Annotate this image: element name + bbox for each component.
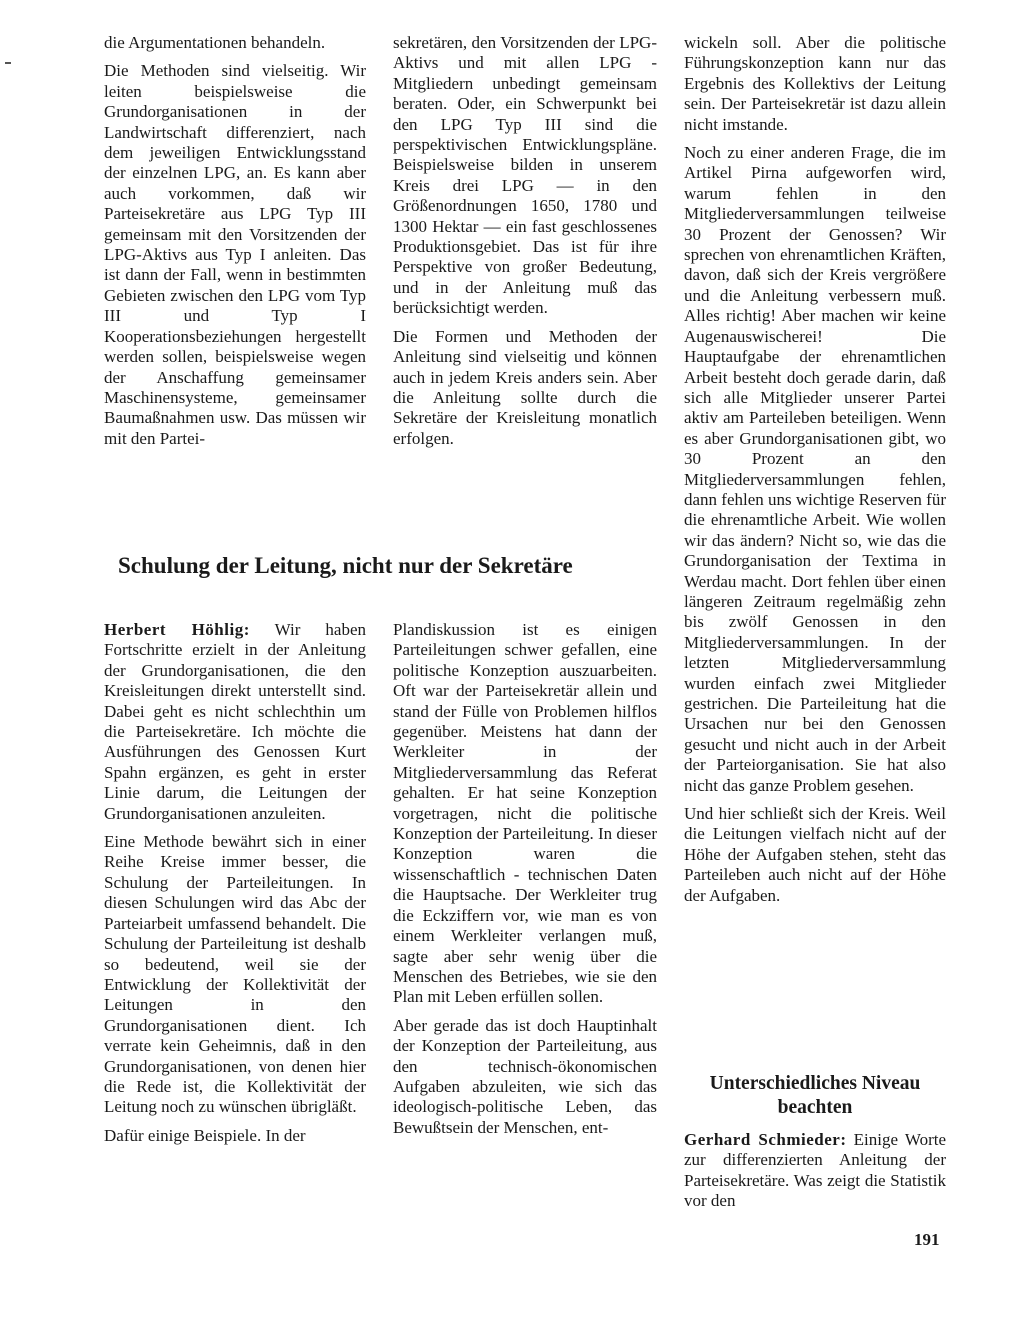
section2-column-3 — [684, 1130, 946, 1220]
subsection-heading-line: beachten — [777, 1097, 853, 1118]
subsection-heading — [684, 1072, 946, 1120]
section1-column-1 — [104, 620, 366, 1154]
paragraph-text: Einige Worte zur differenzierten Anleitung der Parteisekretäre. Was zeigt die Statistik vor den — [684, 1130, 947, 1211]
paragraph: Dafür einige Beispiele. In der — [104, 1125, 306, 1145]
speaker-name: Gerhard Schmieder: — [684, 1130, 847, 1149]
scan-mark — [5, 62, 11, 64]
paragraph: wickeln soll. Aber die politische Führungskonzeption kann nur das Ergebnis des Kollektivs der Leitung sein. Der Parteisekretär ist dazu allein nicht imstande. — [684, 33, 946, 134]
top-column-1 — [104, 33, 366, 457]
section1-column-2 — [393, 620, 657, 1146]
paragraph: Eine Methode bewährt sich in einer Reihe Kreise immer besser, die Schulung der Parteileitungen. In diesen Schulungen wird das Abc der Parteiarbeit umfassend behandelt. Die Schulung der Parteileitung ist deshalb so bedeutend, weil sie der Entwicklung der Kollektivität der Leitungen in den Grundorganisationen dient. Ich verrate kein Geheimnis, daß in den Grundorganisationen, von denen hier die Rede ist, die Kollektivität der Leitung noch zu wünschen übrigläßt. — [104, 832, 366, 1117]
subsection-heading-line: Unterschiedliches Niveau — [709, 1073, 921, 1094]
paragraph — [684, 1130, 946, 1212]
top-column-2 — [393, 33, 657, 457]
paragraph-text: Wir haben Fortschritte erzielt in der Anleitung der Grundorganisationen, die den Kreisleitungen direkt unterstellt sind. Dabei geht es nicht schlechthin um die Parteisekretäre. Ich möchte die Ausführungen des Genossen Kurt Spahn ergänzen, es geht in erster Linie darum, die Leitungen der Grundorganisationen anzuleiten. — [104, 620, 366, 823]
paragraph: Plandiskussion ist es einigen Parteileitungen schwer gefallen, eine politische Konzeption auszuarbeiten. Oft war der Parteisekretär allein und stand der Fülle von Problemen hilflos gegenüber. Meistens hat dann der Werkleiter in der Mitgliederversammlung das Referat gehalten. Er hat seine Konzeption vorgetragen, nicht die politische Konzeption der Parteileitung. In dieser Konzeption waren die wissenschaftlich - technischen Daten die Hauptsache. Der Werkleiter trug die Eckziffern vor, wie man es von einem Werkleiter verlangen muß, sagte aber sehr wenig über die Menschen des Betriebes, wie sie den Plan mit Leben erfüllen sollen. — [393, 620, 657, 1007]
paragraph: Die Formen und Methoden der Anleitung sind vielseitig und können auch in jedem Kreis anders sein. Aber die Anleitung sollte durch die Sekretäre der Kreisleitung monatlich erfolgen. — [393, 326, 657, 448]
paragraph: die Argumentationen behandeln. — [104, 33, 326, 52]
column-3 — [684, 33, 946, 914]
page-number: 191 — [914, 1230, 940, 1249]
paragraph: Noch zu einer anderen Frage, die im Artikel Pirna aufgeworfen wird, warum fehlen in den Mitgliederversammlungen teilweise 30 Prozent der Genossen? Wir sprechen von ehrenamtlichen Kräften, davon, daß sich der Kreis vergrößere und die Anleitung verbessern muß. Alles richtig! Aber machen wir keine Augenauswischerei! Die Hauptaufgabe der ehrenamtlichen Arbeit besteht doch gerade darin, daß sich alle Mitglieder unserer Partei aktiv am Parteileben beteiligen. Wenn es aber Grundorganisationen gibt, wo 30 Prozent an den Mitgliederversammlungen fehlen, dann fehlen uns wichtige Reserven für die ehrenamtliche Arbeit. Wie wollen wir das ändern? Nicht so, wie das die Grundorganisation der Textima in Werdau macht. Dort fehlen über einen längeren Zeitraum regelmäßig zehn bis zwölf Genossen in den Mitgliederversammlungen. In der letzten Mitgliederversammlung wurden einfach zwei Mitglieder gestrichen. Die Parteileitung hat die Ursachen nur bei den Genossen gesucht und nicht auch in der Arbeit der Parteiorganisation. Sie hat also nicht das ganze Problem gesehen. — [684, 143, 946, 795]
section-heading: Schulung der Leitung, nicht nur der Sekretäre — [118, 553, 573, 578]
paragraph: sekretären, den Vorsitzenden der LPG-Aktivs und mit allen LPG - Mitgliedern unbedingt gemeinsam beraten. Oder, ein Schwerpunkt bei den LPG Typ III sind die perspektivischen Entwicklungspläne. Beispielsweise bilden in unserem Kreis drei LPG — in den Größenordnungen 1650, 1780 und 1300 Hektar — ein fast geschlossenes Produktionsgebiet. Das ist für ihre Perspektive von großer Bedeutung, und in der Anleitung muß das berücksichtigt werden. — [393, 33, 657, 318]
paragraph: Aber gerade das ist doch Hauptinhalt der Konzeption der Parteileitung, aus den technisch-ökonomischen Aufgaben abzuleiten, wie sich das ideologisch-politische Leben, das Bewußtsein der Menschen, ent- — [393, 1015, 657, 1137]
speaker-name: Herbert Höhlig: — [104, 620, 250, 639]
paragraph — [104, 620, 366, 824]
paragraph: Die Methoden sind vielseitig. Wir leiten beispielsweise die Grundorganisationen in der Landwirtschaft differenziert, nach dem jeweiligen Entwicklungsstand der einzelnen LPG, an. Es kann aber auch vorkommen, daß wir Parteisekretäre aus LPG Typ III gemeinsam mit den Vorsitzenden der LPG-Aktivs aus Typ I anleiten. Das ist dann der Fall, wenn in bestimmten Gebieten zwischen den LPG vom Typ III und Typ I Kooperationsbeziehungen hergestellt werden sollen, beispielsweise wegen der Anschaffung gemeinsamer Maschinensysteme, gemeinsamer Baumaßnahmen usw. Das müssen wir mit den Partei- — [104, 61, 366, 448]
paragraph: Und hier schließt sich der Kreis. Weil die Leitungen vielfach nicht auf der Höhe der Aufgaben stehen, steht das Parteileben auch nicht auf der Höhe der Aufgaben. — [684, 804, 946, 905]
